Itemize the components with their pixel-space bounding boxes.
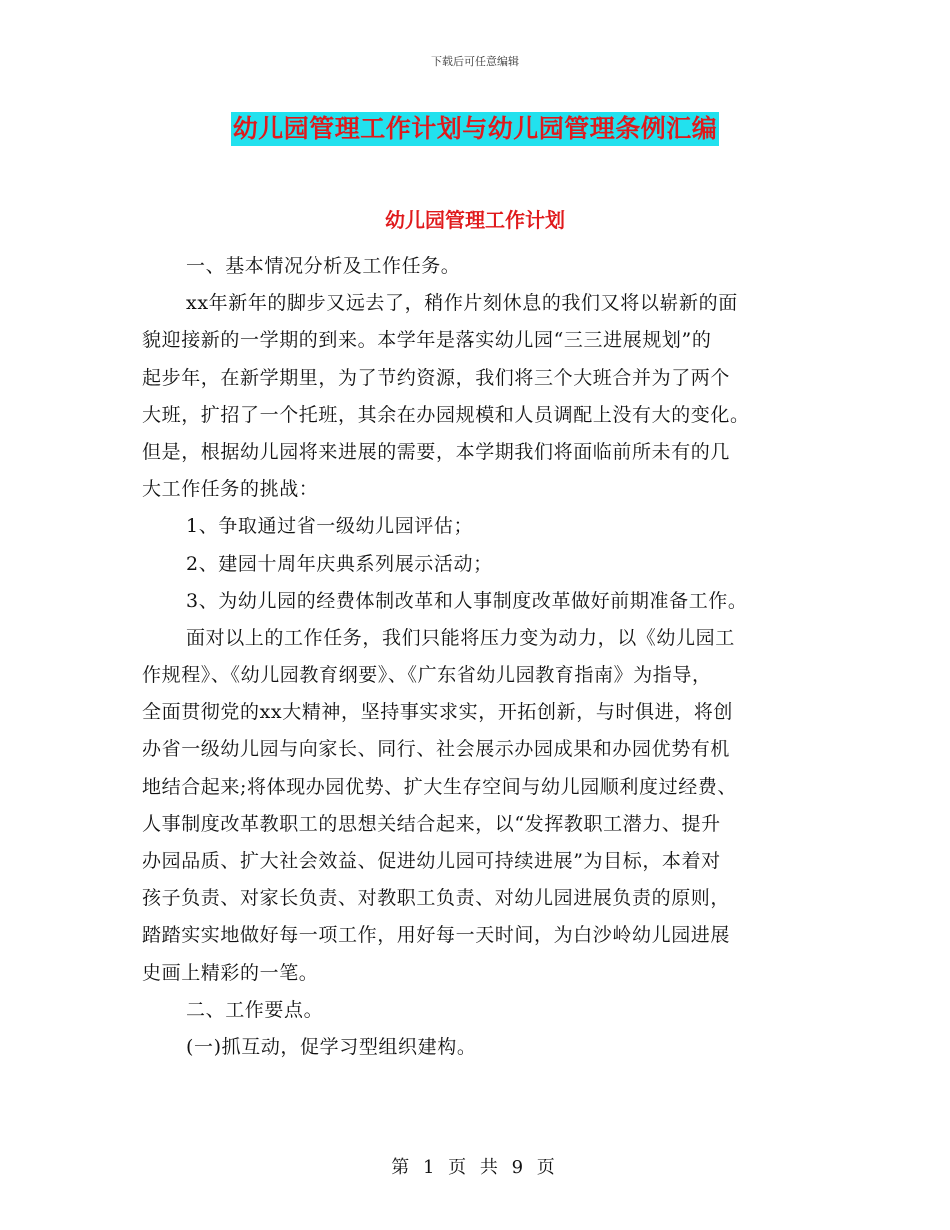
- list-item: 2、建园十周年庆典系列展示活动；: [186, 552, 493, 575]
- list-item: 3、为幼儿园的经费体制改革和人事制度改革做好前期准备工作。: [186, 589, 748, 612]
- paragraph-line: 一、基本情况分析及工作任务。: [186, 255, 461, 277]
- paragraph-line: 孩子负责、对家长负责、对教职工负责、对幼儿园进展负责的原则，: [142, 887, 731, 910]
- body-text: [142, 248, 812, 1066]
- paragraph-line: 地结合起来;将体现办园优势、扩大生存空间与幼儿园顺利度过经费、: [142, 775, 738, 798]
- paragraph-line: 全面贯彻党的xx大精神，坚持事实求实，开拓创新，与时俱进，将创: [142, 701, 734, 724]
- page-header: 下载后可任意编辑: [431, 55, 519, 68]
- section-title: 幼儿园管理工作计划: [385, 208, 565, 232]
- paragraph-line: 作规程》、《幼儿园教育纲要》、《广东省幼儿园教育指南》为指导，: [142, 664, 712, 687]
- paragraph-line: 大班，扩招了一个托班，其余在办园规模和人员调配上没有大的变化。: [142, 403, 750, 426]
- paragraph-line: 史画上精彩的一笔。: [142, 961, 319, 984]
- document-title-wrap: [0, 112, 950, 146]
- subsection-heading: (一)抓互动，促学习型组织建构。: [186, 1035, 477, 1058]
- paragraph-line: 人事制度改革教职工的思想关结合起来，以“发挥教职工潜力、提升: [142, 812, 721, 835]
- paragraph-line: 办园品质、扩大社会效益、促进幼儿园可持续进展”为目标，本着对: [142, 850, 721, 872]
- section-heading: 二、工作要点。: [186, 998, 324, 1021]
- paragraph-line: 大工作任务的挑战：: [142, 478, 319, 501]
- paragraph-line: 面对以上的工作任务，我们只能将压力变为动力，以《幼儿园工: [186, 626, 735, 649]
- list-item: 1、争取通过省一级幼儿园评估；: [186, 515, 474, 538]
- paragraph-line: 貌迎接新的一学期的到来。本学年是落实幼儿园“三三进展规划”的: [142, 329, 712, 352]
- paragraph-line: xx年新年的脚步又远去了，稍作片刻休息的我们又将以崭新的面: [186, 292, 738, 315]
- paragraph-line: 踏踏实实地做好每一项工作，用好每一天时间，为白沙岭幼儿园进展: [142, 924, 731, 947]
- page-footer: 第 1 页 共 9 页: [391, 1157, 559, 1178]
- paragraph-line: 起步年，在新学期里，为了节约资源，我们将三个大班合并为了两个: [142, 366, 731, 389]
- paragraph-line: 但是，根据幼儿园将来进展的需要，本学期我们将面临前所未有的几: [142, 440, 731, 463]
- paragraph-line: 办省一级幼儿园与向家长、同行、社会展示办园成果和办园优势有机: [142, 738, 731, 761]
- document-title: 幼儿园管理工作计划与幼儿园管理条例汇编: [231, 112, 720, 146]
